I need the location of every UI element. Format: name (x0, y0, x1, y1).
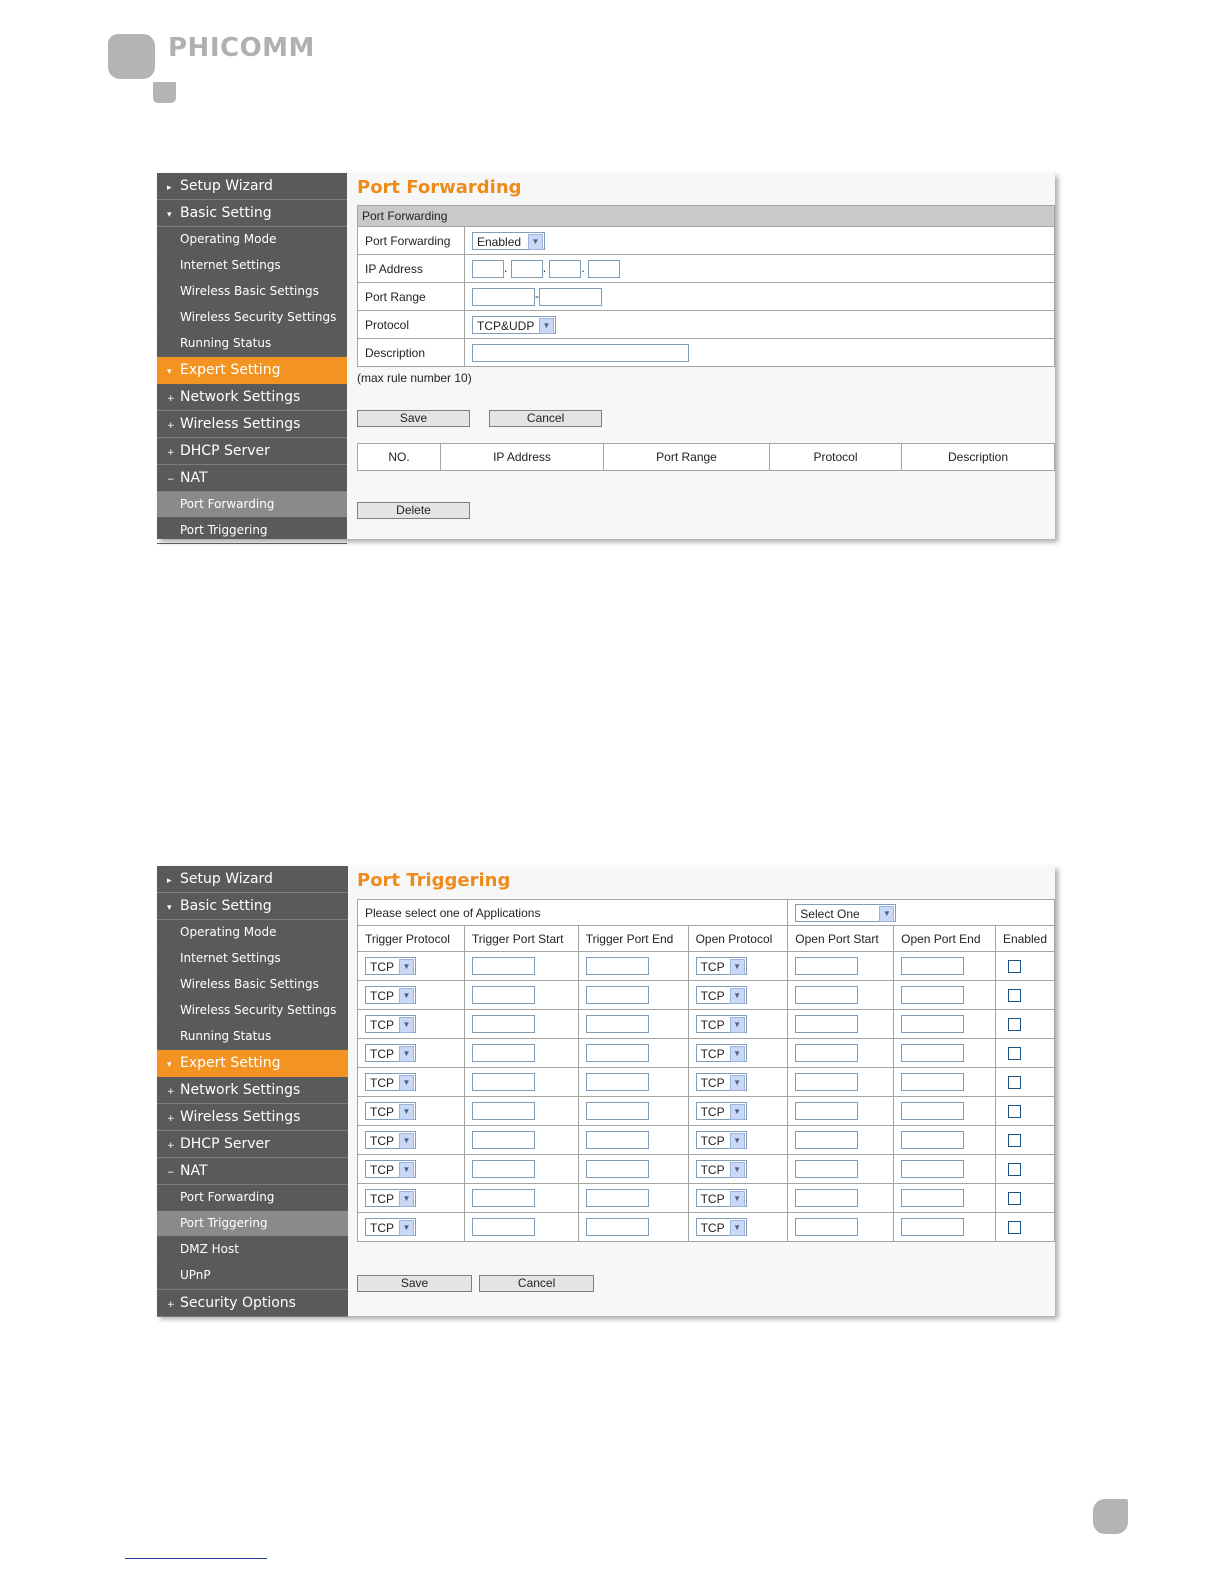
plus-icon: + (167, 1087, 175, 1097)
chevron-down-icon: ▼ (399, 1162, 414, 1178)
description-input[interactable] (472, 344, 689, 362)
chevron-down-icon: ▼ (399, 1104, 414, 1120)
chevron-down-icon: ▼ (399, 1046, 414, 1062)
plus-icon: + (167, 1114, 175, 1124)
footer-link-underline (125, 1558, 267, 1559)
cancel-button[interactable]: Cancel (479, 1275, 594, 1292)
column-header: Open Port End (894, 926, 996, 952)
sidebar-subitem-upnp[interactable]: UPnP (157, 1263, 348, 1289)
sidebar-item-nat[interactable]: − NAT (157, 1158, 348, 1185)
plus-icon: + (167, 448, 175, 458)
sidebar-item-setup-wizard[interactable]: ▸ Setup Wizard (157, 173, 347, 200)
open-port-end-input[interactable] (901, 1189, 964, 1207)
chevron-down-icon: ▼ (399, 1220, 414, 1236)
plus-icon: + (167, 1300, 175, 1310)
trigger-port-start-input[interactable] (472, 957, 535, 975)
open-port-start-input[interactable] (795, 1102, 858, 1120)
trigger-port-start-input[interactable] (472, 1102, 535, 1120)
trigger-protocol-select[interactable]: TCP ▼ (365, 1160, 416, 1178)
main-content (357, 866, 1055, 1292)
open-protocol-select[interactable]: TCP ▼ (696, 1073, 747, 1091)
open-port-end-input[interactable] (901, 957, 964, 975)
open-protocol-select[interactable]: TCP ▼ (696, 1189, 747, 1207)
sidebar-item-basic-setting[interactable]: ▾ Basic Setting (157, 893, 348, 920)
open-protocol-select[interactable]: TCP ▼ (696, 1044, 747, 1062)
trigger-protocol-select[interactable]: TCP ▼ (365, 1218, 416, 1236)
column-header: Open Protocol (688, 926, 788, 952)
open-port-start-input[interactable] (795, 1015, 858, 1033)
ip-octet-4-input[interactable] (588, 260, 620, 278)
trigger-port-end-input[interactable] (586, 1160, 649, 1178)
port-triggering-table (357, 899, 1055, 1242)
logo-wordmark: PHICOMM (168, 33, 315, 63)
open-protocol-select[interactable]: TCP ▼ (696, 1015, 747, 1033)
table-row (358, 1039, 1055, 1068)
enabled-checkbox[interactable] (1008, 1134, 1021, 1147)
chevron-down-icon: ▼ (730, 1104, 745, 1120)
column-header: Trigger Port Start (464, 926, 578, 952)
trigger-port-start-input[interactable] (472, 1015, 535, 1033)
open-port-start-input[interactable] (795, 1189, 858, 1207)
sidebar-item-network-settings[interactable]: + Network Settings (157, 1077, 348, 1104)
open-port-end-input[interactable] (901, 1218, 964, 1236)
enabled-checkbox[interactable] (1008, 1018, 1021, 1031)
chevron-down-icon: ▼ (730, 1075, 745, 1091)
open-port-start-input[interactable] (795, 986, 858, 1004)
delete-button[interactable]: Delete (357, 502, 470, 519)
trigger-port-start-input[interactable] (472, 1044, 535, 1062)
sidebar-subitem-wireless-basic[interactable]: Wireless Basic Settings (157, 972, 348, 998)
enabled-checkbox[interactable] (1008, 1105, 1021, 1118)
trigger-port-start-input[interactable] (472, 1131, 535, 1149)
sidebar-menu (157, 866, 348, 1316)
open-protocol-select[interactable]: TCP ▼ (696, 957, 747, 975)
logo-mark-dot (153, 82, 176, 103)
chevron-down-icon: ▼ (730, 1017, 745, 1033)
trigger-port-start-input[interactable] (472, 1189, 535, 1207)
chevron-down-icon: ▼ (730, 1162, 745, 1178)
table-row (358, 1126, 1055, 1155)
save-button[interactable]: Save (357, 410, 470, 427)
open-port-start-input[interactable] (795, 1044, 858, 1062)
description-label: Description (358, 339, 465, 367)
port-triggering-screen (157, 866, 1055, 1316)
section-header: Port Forwarding (358, 206, 1055, 227)
sidebar-menu (157, 173, 347, 539)
sidebar-item-basic-setting[interactable]: ▾ Basic Setting (157, 200, 347, 227)
table-row (358, 1010, 1055, 1039)
application-select[interactable]: Select One ▼ (795, 904, 896, 922)
main-content (357, 173, 1055, 519)
sidebar-item-security-options[interactable]: + Security Options (157, 1289, 348, 1317)
open-protocol-select[interactable]: TCP ▼ (696, 1131, 747, 1149)
table-row (358, 1097, 1055, 1126)
open-port-start-input[interactable] (795, 1160, 858, 1178)
column-header: IP Address (441, 444, 604, 471)
trigger-port-end-input[interactable] (586, 1189, 649, 1207)
trigger-port-end-input[interactable] (586, 986, 649, 1004)
sidebar-item-nat[interactable]: − NAT (157, 465, 347, 492)
sidebar-subitem-wireless-basic[interactable]: Wireless Basic Settings (157, 279, 347, 305)
enabled-checkbox[interactable] (1008, 960, 1021, 973)
open-port-end-input[interactable] (901, 1044, 964, 1062)
open-port-end-input[interactable] (901, 1015, 964, 1033)
trigger-protocol-select[interactable]: TCP ▼ (365, 1015, 416, 1033)
sidebar-item-setup-wizard[interactable]: ▸ Setup Wizard (157, 866, 348, 893)
chevron-down-icon: ▼ (399, 1191, 414, 1207)
open-port-start-input[interactable] (795, 1218, 858, 1236)
port-forwarding-select[interactable]: Enabled ▼ (472, 232, 545, 250)
trigger-protocol-select[interactable]: TCP ▼ (365, 1131, 416, 1149)
open-port-start-input[interactable] (795, 957, 858, 975)
open-port-end-input[interactable] (901, 986, 964, 1004)
sidebar-subitem-internet-settings[interactable]: Internet Settings (157, 946, 348, 972)
sidebar-subitem-running-status[interactable]: Running Status (157, 331, 347, 357)
open-protocol-select[interactable]: TCP ▼ (696, 986, 747, 1004)
table-row (358, 952, 1055, 981)
minus-icon: − (167, 1168, 175, 1178)
arrow-down-icon: ▾ (167, 367, 172, 377)
open-port-start-input[interactable] (795, 1131, 858, 1149)
cancel-button[interactable]: Cancel (489, 410, 602, 427)
sidebar-subitem-wireless-security[interactable]: Wireless Security Settings (157, 998, 348, 1024)
protocol-select[interactable]: TCP&UDP ▼ (472, 316, 556, 334)
chevron-down-icon: ▼ (730, 988, 745, 1004)
trigger-protocol-select[interactable]: TCP ▼ (365, 1102, 416, 1120)
open-port-start-input[interactable] (795, 1073, 858, 1091)
chevron-down-icon: ▼ (879, 906, 894, 922)
sidebar-subitem-operating-mode[interactable]: Operating Mode (157, 920, 348, 946)
ip-octet-3-input[interactable] (549, 260, 581, 278)
minus-icon: − (167, 475, 175, 485)
trigger-port-end-input[interactable] (586, 1073, 649, 1091)
open-port-end-input[interactable] (901, 1102, 964, 1120)
chevron-down-icon: ▼ (528, 234, 543, 250)
table-row (358, 1184, 1055, 1213)
sidebar-subitem-operating-mode[interactable]: Operating Mode (157, 227, 347, 253)
max-rule-note: (max rule number 10) (357, 371, 472, 385)
ip-address-label: IP Address (358, 255, 465, 283)
save-button[interactable]: Save (357, 1275, 472, 1292)
sidebar-subitem-port-forwarding[interactable]: Port Forwarding (157, 492, 347, 518)
plus-icon: + (167, 1141, 175, 1151)
column-header: Open Port Start (788, 926, 894, 952)
open-port-end-input[interactable] (901, 1160, 964, 1178)
app-select-label: Please select one of Applications (358, 900, 788, 926)
port-forwarding-label: Port Forwarding (358, 227, 465, 255)
chevron-down-icon: ▼ (539, 318, 554, 334)
trigger-port-end-input[interactable] (586, 1044, 649, 1062)
sidebar-subitem-port-triggering[interactable]: Port Triggering (157, 518, 347, 544)
trigger-protocol-select[interactable]: TCP ▼ (365, 986, 416, 1004)
column-header: Enabled (995, 926, 1054, 952)
column-header: Trigger Protocol (358, 926, 465, 952)
chevron-down-icon: ▼ (730, 1220, 745, 1236)
trigger-port-end-input[interactable] (586, 957, 649, 975)
plus-icon: + (167, 394, 175, 404)
trigger-port-end-input[interactable] (586, 1218, 649, 1236)
trigger-port-start-input[interactable] (472, 986, 535, 1004)
enabled-checkbox[interactable] (1008, 1221, 1021, 1234)
open-protocol-select[interactable]: TCP ▼ (696, 1160, 747, 1178)
trigger-port-end-input[interactable] (586, 1015, 649, 1033)
column-header: NO. (358, 444, 441, 471)
port-range-start-input[interactable] (472, 288, 535, 306)
chevron-down-icon: ▼ (399, 1133, 414, 1149)
forwarding-rules-table (357, 443, 1055, 471)
page-corner-tab (1093, 1499, 1128, 1534)
trigger-protocol-select[interactable]: TCP ▼ (365, 1073, 416, 1091)
open-port-end-input[interactable] (901, 1131, 964, 1149)
enabled-checkbox[interactable] (1008, 1192, 1021, 1205)
page-title: Port Triggering (357, 870, 511, 891)
sidebar-subitem-port-triggering[interactable]: Port Triggering (157, 1211, 348, 1237)
phicomm-logo (108, 34, 338, 106)
sidebar-item-dhcp-server[interactable]: + DHCP Server (157, 438, 347, 465)
port-range-end-input[interactable] (539, 288, 602, 306)
trigger-port-end-input[interactable] (586, 1131, 649, 1149)
sidebar-item-wireless-settings[interactable]: + Wireless Settings (157, 1104, 348, 1131)
sidebar-subitem-internet-settings[interactable]: Internet Settings (157, 253, 347, 279)
chevron-down-icon: ▼ (399, 1075, 414, 1091)
sidebar-item-expert-setting[interactable]: ▾ Expert Setting (157, 357, 347, 384)
column-header: Protocol (770, 444, 902, 471)
enabled-checkbox[interactable] (1008, 1076, 1021, 1089)
table-row (358, 981, 1055, 1010)
column-header: Trigger Port End (578, 926, 688, 952)
arrow-down-icon: ▾ (167, 903, 172, 913)
table-row (358, 1068, 1055, 1097)
chevron-down-icon: ▼ (730, 1046, 745, 1062)
sidebar-subitem-dmz-host[interactable]: DMZ Host (157, 1237, 348, 1263)
port-forwarding-screen (157, 173, 1055, 539)
enabled-checkbox[interactable] (1008, 989, 1021, 1002)
ip-octet-1-input[interactable] (472, 260, 504, 278)
trigger-port-end-input[interactable] (586, 1102, 649, 1120)
plus-icon: + (167, 421, 175, 431)
column-header: Description (902, 444, 1055, 471)
chevron-down-icon: ▼ (730, 1133, 745, 1149)
trigger-protocol-select[interactable]: TCP ▼ (365, 1189, 416, 1207)
chevron-down-icon: ▼ (399, 1017, 414, 1033)
open-port-end-input[interactable] (901, 1073, 964, 1091)
open-protocol-select[interactable]: TCP ▼ (696, 1218, 747, 1236)
column-header: Port Range (604, 444, 770, 471)
sidebar-subitem-port-forwarding[interactable]: Port Forwarding (157, 1185, 348, 1211)
ip-octet-2-input[interactable] (511, 260, 543, 278)
arrow-down-icon: ▾ (167, 1060, 172, 1070)
sidebar-subitem-wireless-security[interactable]: Wireless Security Settings (157, 305, 347, 331)
sidebar-item-wireless-settings[interactable]: + Wireless Settings (157, 411, 347, 438)
trigger-port-start-input[interactable] (472, 1160, 535, 1178)
chevron-down-icon: ▼ (399, 959, 414, 975)
logo-mark (108, 34, 155, 79)
chevron-down-icon: ▼ (730, 959, 745, 975)
trigger-protocol-select[interactable]: TCP ▼ (365, 957, 416, 975)
table-row (358, 1155, 1055, 1184)
protocol-label: Protocol (358, 311, 465, 339)
table-row (358, 1213, 1055, 1242)
page-title: Port Forwarding (357, 177, 522, 198)
sidebar-subitem-running-status[interactable]: Running Status (157, 1024, 348, 1050)
sidebar-item-dhcp-server[interactable]: + DHCP Server (157, 1131, 348, 1158)
arrow-right-icon: ▸ (167, 876, 172, 886)
enabled-checkbox[interactable] (1008, 1163, 1021, 1176)
enabled-checkbox[interactable] (1008, 1047, 1021, 1060)
chevron-down-icon: ▼ (399, 988, 414, 1004)
sidebar-item-expert-setting[interactable]: ▾ Expert Setting (157, 1050, 348, 1077)
port-range-label: Port Range (358, 283, 465, 311)
trigger-port-start-input[interactable] (472, 1218, 535, 1236)
chevron-down-icon: ▼ (730, 1191, 745, 1207)
arrow-down-icon: ▾ (167, 210, 172, 220)
trigger-protocol-select[interactable]: TCP ▼ (365, 1044, 416, 1062)
sidebar-item-network-settings[interactable]: + Network Settings (157, 384, 347, 411)
open-protocol-select[interactable]: TCP ▼ (696, 1102, 747, 1120)
port-forwarding-form: Port Forwarding Port Forwarding Enabled ▼ IP Address . . . Port Range - Protocol TCP&UDP ▼ Description (357, 205, 1055, 367)
trigger-port-start-input[interactable] (472, 1073, 535, 1091)
arrow-right-icon: ▸ (167, 183, 172, 193)
